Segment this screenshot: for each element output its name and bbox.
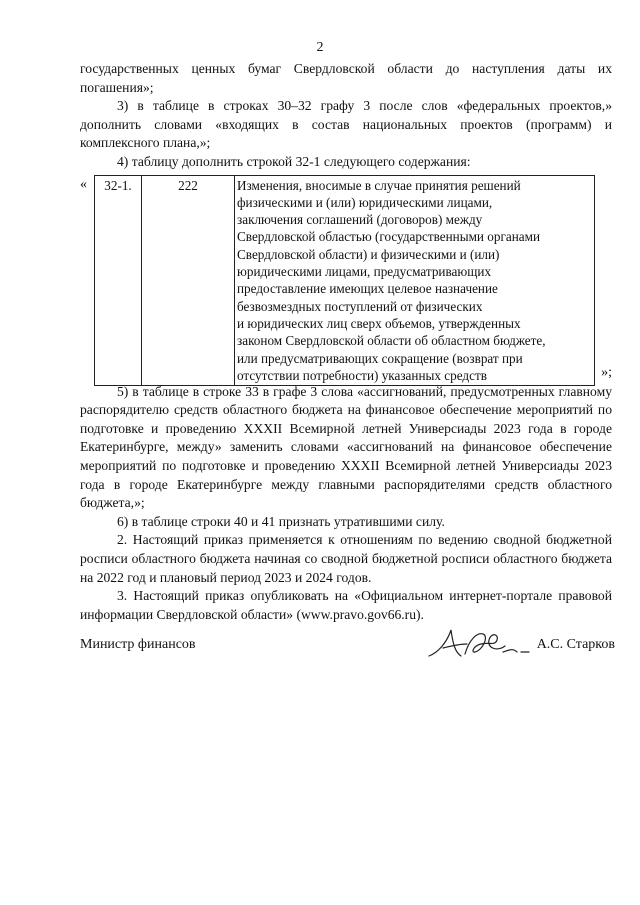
paragraph-item-3: 3) в таблице в строках 30–32 графу 3 после слов «федеральных проектов,» дополнить словами «входящих в состав национальных проектов (программ) и комплексного плана,»; xyxy=(80,98,612,151)
description-line: физическими и (или) юридическими лицами, xyxy=(237,194,493,210)
paragraph-clause-2: 2. Настоящий приказ применяется к отношениям по ведению сводной бюджетной росписи областного бюджета начиная со сводной бюджетной росписи областного бюджета на 2022 год и плановый период 2023 и 2024 годов. xyxy=(80,532,612,585)
closing-quote: »; xyxy=(601,364,612,380)
description-line: законом Свердловской области об областном бюджете, xyxy=(237,333,546,349)
inserted-row-table xyxy=(94,175,595,387)
handwritten-signature xyxy=(425,622,545,666)
signature-block xyxy=(80,634,615,674)
table-row xyxy=(95,175,595,386)
description-line: предоставление имеющих целевое назначение xyxy=(237,281,498,297)
paragraph-item-5: 5) в таблице в строке 33 в графе 3 слова «ассигнований, предусмотренных главному распорядителю средств областного бюджета на финансовое обеспечение мероприятий по подготовке и проведению XXXII Всемирной летней Универсиады 2023 года в городе Екатеринбурге, между» заменить словами «ассигнований на финансовое обеспечение мероприятий по подготовке и проведению XXXII Всемирной летней Универсиады 2023 года в городе Екатеринбурге между главными распорядителями средств областного бюджета,»; xyxy=(80,383,612,511)
paragraph-continuation: государственных ценных бумаг Свердловской области до наступления даты их погашения»; xyxy=(80,61,612,95)
description-line: отсутствии потребности) указанных средств xyxy=(237,367,487,383)
code-cell: 222 xyxy=(142,175,235,386)
paragraph-clause-3: 3. Настоящий приказ опубликовать на «Официальном интернет-портале правовой информации Свердловской области» (www.pravo.gov66.ru). xyxy=(80,588,612,622)
page-number: 2 xyxy=(316,40,324,55)
description-line: или предусматривающих сокращение (возврат при xyxy=(237,350,523,366)
row-number-cell: 32-1. xyxy=(95,175,142,386)
description-line: и юридических лиц сверх объемов, утвержденных xyxy=(237,315,521,331)
description-line: заключения соглашений (договоров) между xyxy=(237,212,483,228)
signatory-title: Министр финансов xyxy=(80,637,196,652)
signatory-name: А.С. Старков xyxy=(536,637,615,652)
description-line: юридическими лицами, предусматривающих xyxy=(237,264,492,280)
description-line: Свердловской области) и физическими и (или) xyxy=(237,246,500,262)
paragraph-item-4: 4) таблицу дополнить строкой 32-1 следующего содержания: xyxy=(117,153,471,169)
description-line: Изменения, вносимые в случае принятия решений xyxy=(237,177,521,193)
description-line: безвозмездных поступлений от физических xyxy=(237,298,483,314)
document-body xyxy=(80,60,612,624)
paragraph-item-6: 6) в таблице строки 40 и 41 признать утратившими силу. xyxy=(117,513,445,529)
description-cell xyxy=(235,175,595,386)
inserted-table-block xyxy=(80,173,612,383)
description-line: Свердловской областью (государственными органами xyxy=(237,229,541,245)
opening-quote: « xyxy=(80,176,87,192)
